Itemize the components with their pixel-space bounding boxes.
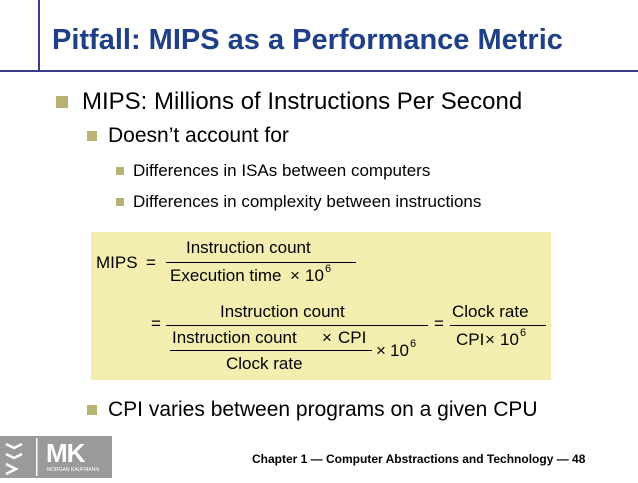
formula-numerator-instruction-count: Instruction count [220, 302, 345, 321]
bullet-square-icon [87, 405, 97, 415]
title-horizontal-rule [0, 70, 638, 72]
logo-mk-text: MK [46, 438, 85, 468]
formula-inner-clock-rate: Clock rate [226, 354, 303, 373]
bullet-square-icon [87, 131, 97, 141]
formula-fraction-bar [450, 325, 546, 326]
formula-exponent: 6 [520, 327, 527, 339]
formula-times: × [290, 266, 300, 285]
formula-clock-rate: Clock rate [452, 302, 529, 321]
bullet-square-icon [116, 198, 124, 206]
title-vertical-rule [38, 0, 40, 70]
mk-logo-icon [0, 436, 112, 478]
formula-times: × [322, 328, 332, 347]
formula-equals: = [434, 314, 444, 333]
bullet-doesnt-account: Doesn’t account for [108, 124, 289, 147]
formula-numerator-instruction-count: Instruction count [186, 238, 311, 257]
formula-exponent: 6 [410, 338, 417, 350]
bullet-square-icon [116, 167, 124, 175]
slide-title: Pitfall: MIPS as a Performance Metric [52, 24, 563, 56]
bullet-complexity-differences: Differences in complexity between instructions [133, 192, 482, 211]
formula-mips-label: MIPS [96, 253, 138, 272]
formula-equals: = [146, 253, 156, 272]
formula-equals: = [151, 314, 161, 333]
formula-cpi: CPI [456, 330, 485, 349]
formula-times: × [485, 330, 495, 349]
formula-times: × [376, 341, 386, 360]
formula-ten: 10 [305, 266, 324, 285]
bullet-isa-differences: Differences in ISAs between computers [133, 161, 431, 180]
formula-ten: 10 [500, 330, 519, 349]
formula-cpi: CPI [338, 328, 367, 347]
bullet-cpi-varies: CPI varies between programs on a given CPU [108, 398, 538, 421]
logo-publisher-text: MORGAN KAUFMANN [47, 467, 99, 473]
formula-exponent: 6 [325, 263, 332, 275]
formula-inner-fraction-bar [170, 350, 372, 351]
bullet-square-icon [56, 96, 68, 108]
formula-ten: 10 [390, 341, 409, 360]
formula-fraction-bar [166, 325, 428, 326]
slide-footer: Chapter 1 — Computer Abstractions and Technology — 48 [252, 452, 586, 466]
formula-inner-instruction-count: Instruction count [172, 328, 297, 347]
bullet-mips-definition: MIPS: Millions of Instructions Per Second [82, 88, 523, 115]
formula-execution-time: Execution time [170, 266, 282, 285]
